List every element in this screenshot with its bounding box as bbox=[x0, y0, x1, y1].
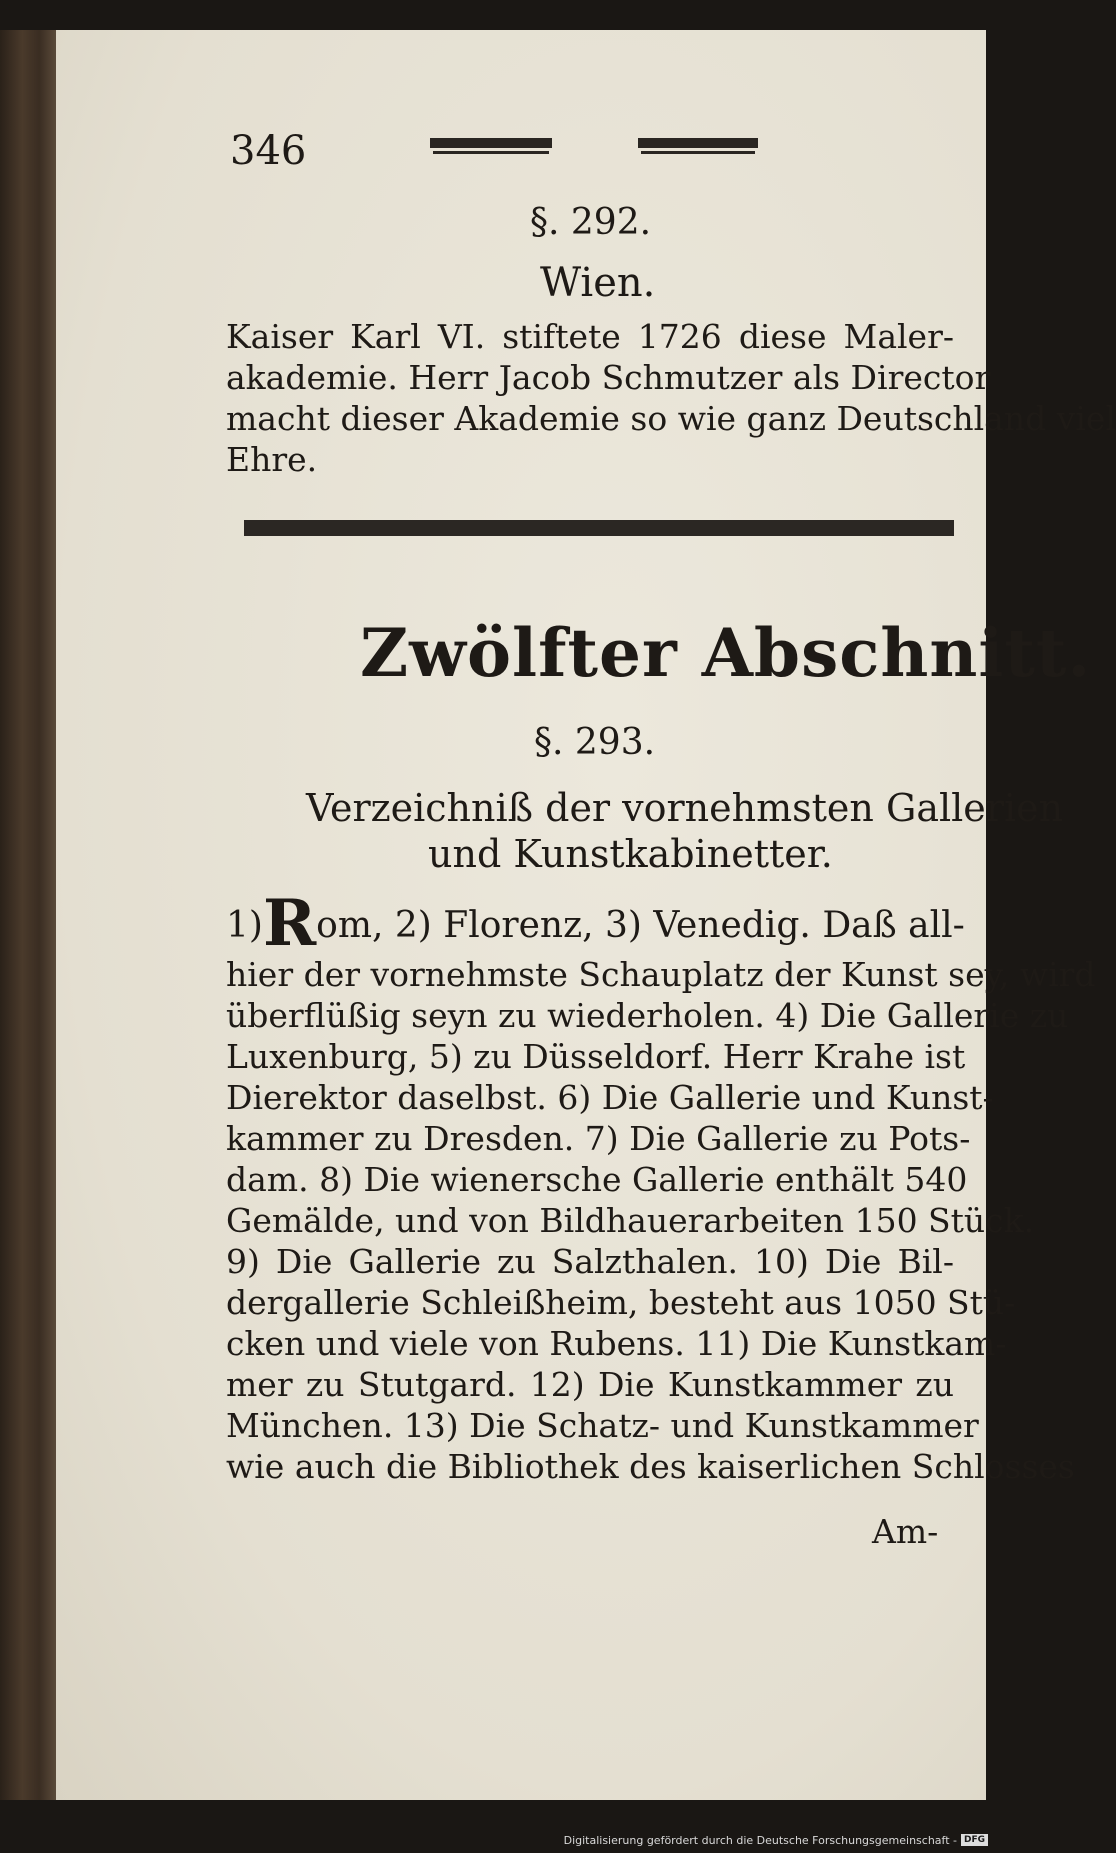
header-rule-right bbox=[638, 138, 758, 151]
text-line: Dierektor daselbst. 6) Die Gallerie und Kunst- bbox=[226, 1078, 994, 1117]
list-number: 1) bbox=[226, 905, 263, 946]
section-heading-line1: Verzeichniß der vornehmsten Gallerien bbox=[306, 786, 1064, 830]
section-number-293: §. 293. bbox=[534, 722, 656, 763]
text-line: dergallerie Schleißheim, besteht aus 1050 Stü- bbox=[226, 1283, 1016, 1322]
text-line: hier der vornehmste Schauplatz der Kunst sey, wird bbox=[226, 955, 1096, 994]
page-number: 346 bbox=[230, 128, 307, 174]
text-line: cken und viele von Rubens. 11) Die Kunstkam- bbox=[226, 1324, 1007, 1363]
paragraph-galleries bbox=[226, 886, 1096, 1487]
catchword: Am- bbox=[872, 1512, 939, 1551]
book-spine bbox=[0, 30, 56, 1800]
drop-cap: R bbox=[262, 886, 317, 961]
first-line bbox=[226, 886, 965, 961]
section-title-wien: Wien. bbox=[540, 260, 656, 306]
section-number-292: §. 292. bbox=[530, 202, 652, 243]
text-line: macht dieser Akademie so wie ganz Deutschland viel bbox=[226, 399, 1116, 438]
digitization-credit bbox=[564, 1831, 988, 1849]
text-line: 9) Die Gallerie zu Salzthalen. 10) Die Bil- bbox=[226, 1242, 954, 1281]
credit-text: Digitalisierung gefördert durch die Deutsche Forschungsgemeinschaft - bbox=[563, 1833, 957, 1847]
paragraph-wien bbox=[226, 316, 1116, 480]
text-line: Ehre. bbox=[226, 440, 318, 479]
text-line: wie auch die Bibliothek des kaiserlichen Schlosses bbox=[226, 1447, 1075, 1486]
text-line: akademie. Herr Jacob Schmutzer als Director bbox=[226, 358, 991, 397]
text-line: überflüßig seyn zu wiederholen. 4) Die Gallerie zu bbox=[226, 996, 1069, 1035]
text-line: Gemälde, und von Bildhauerarbeiten 150 Stück. bbox=[226, 1201, 1035, 1240]
first-line-text: om, 2) Florenz, 3) Venedig. Daß all- bbox=[316, 905, 965, 946]
chapter-divider bbox=[244, 520, 954, 536]
text-line: kammer zu Dresden. 7) Die Gallerie zu Pots- bbox=[226, 1119, 971, 1158]
dfg-logo: DFG bbox=[961, 1834, 988, 1846]
text-line: Luxenburg, 5) zu Düsseldorf. Herr Krahe ist bbox=[226, 1037, 966, 1076]
section-heading-line2: und Kunstkabinetter. bbox=[428, 832, 833, 876]
chapter-title: Zwölfter Abschnitt. bbox=[360, 614, 1092, 692]
text-line: Kaiser Karl VI. stiftete 1726 diese Maler- bbox=[226, 317, 954, 356]
text-line: mer zu Stutgard. 12) Die Kunstkammer zu bbox=[226, 1365, 954, 1404]
text-line: München. 13) Die Schatz- und Kunstkammer bbox=[226, 1406, 979, 1445]
header-rule-left bbox=[430, 138, 552, 151]
text-line: dam. 8) Die wienersche Gallerie enthält 540 bbox=[226, 1160, 968, 1199]
